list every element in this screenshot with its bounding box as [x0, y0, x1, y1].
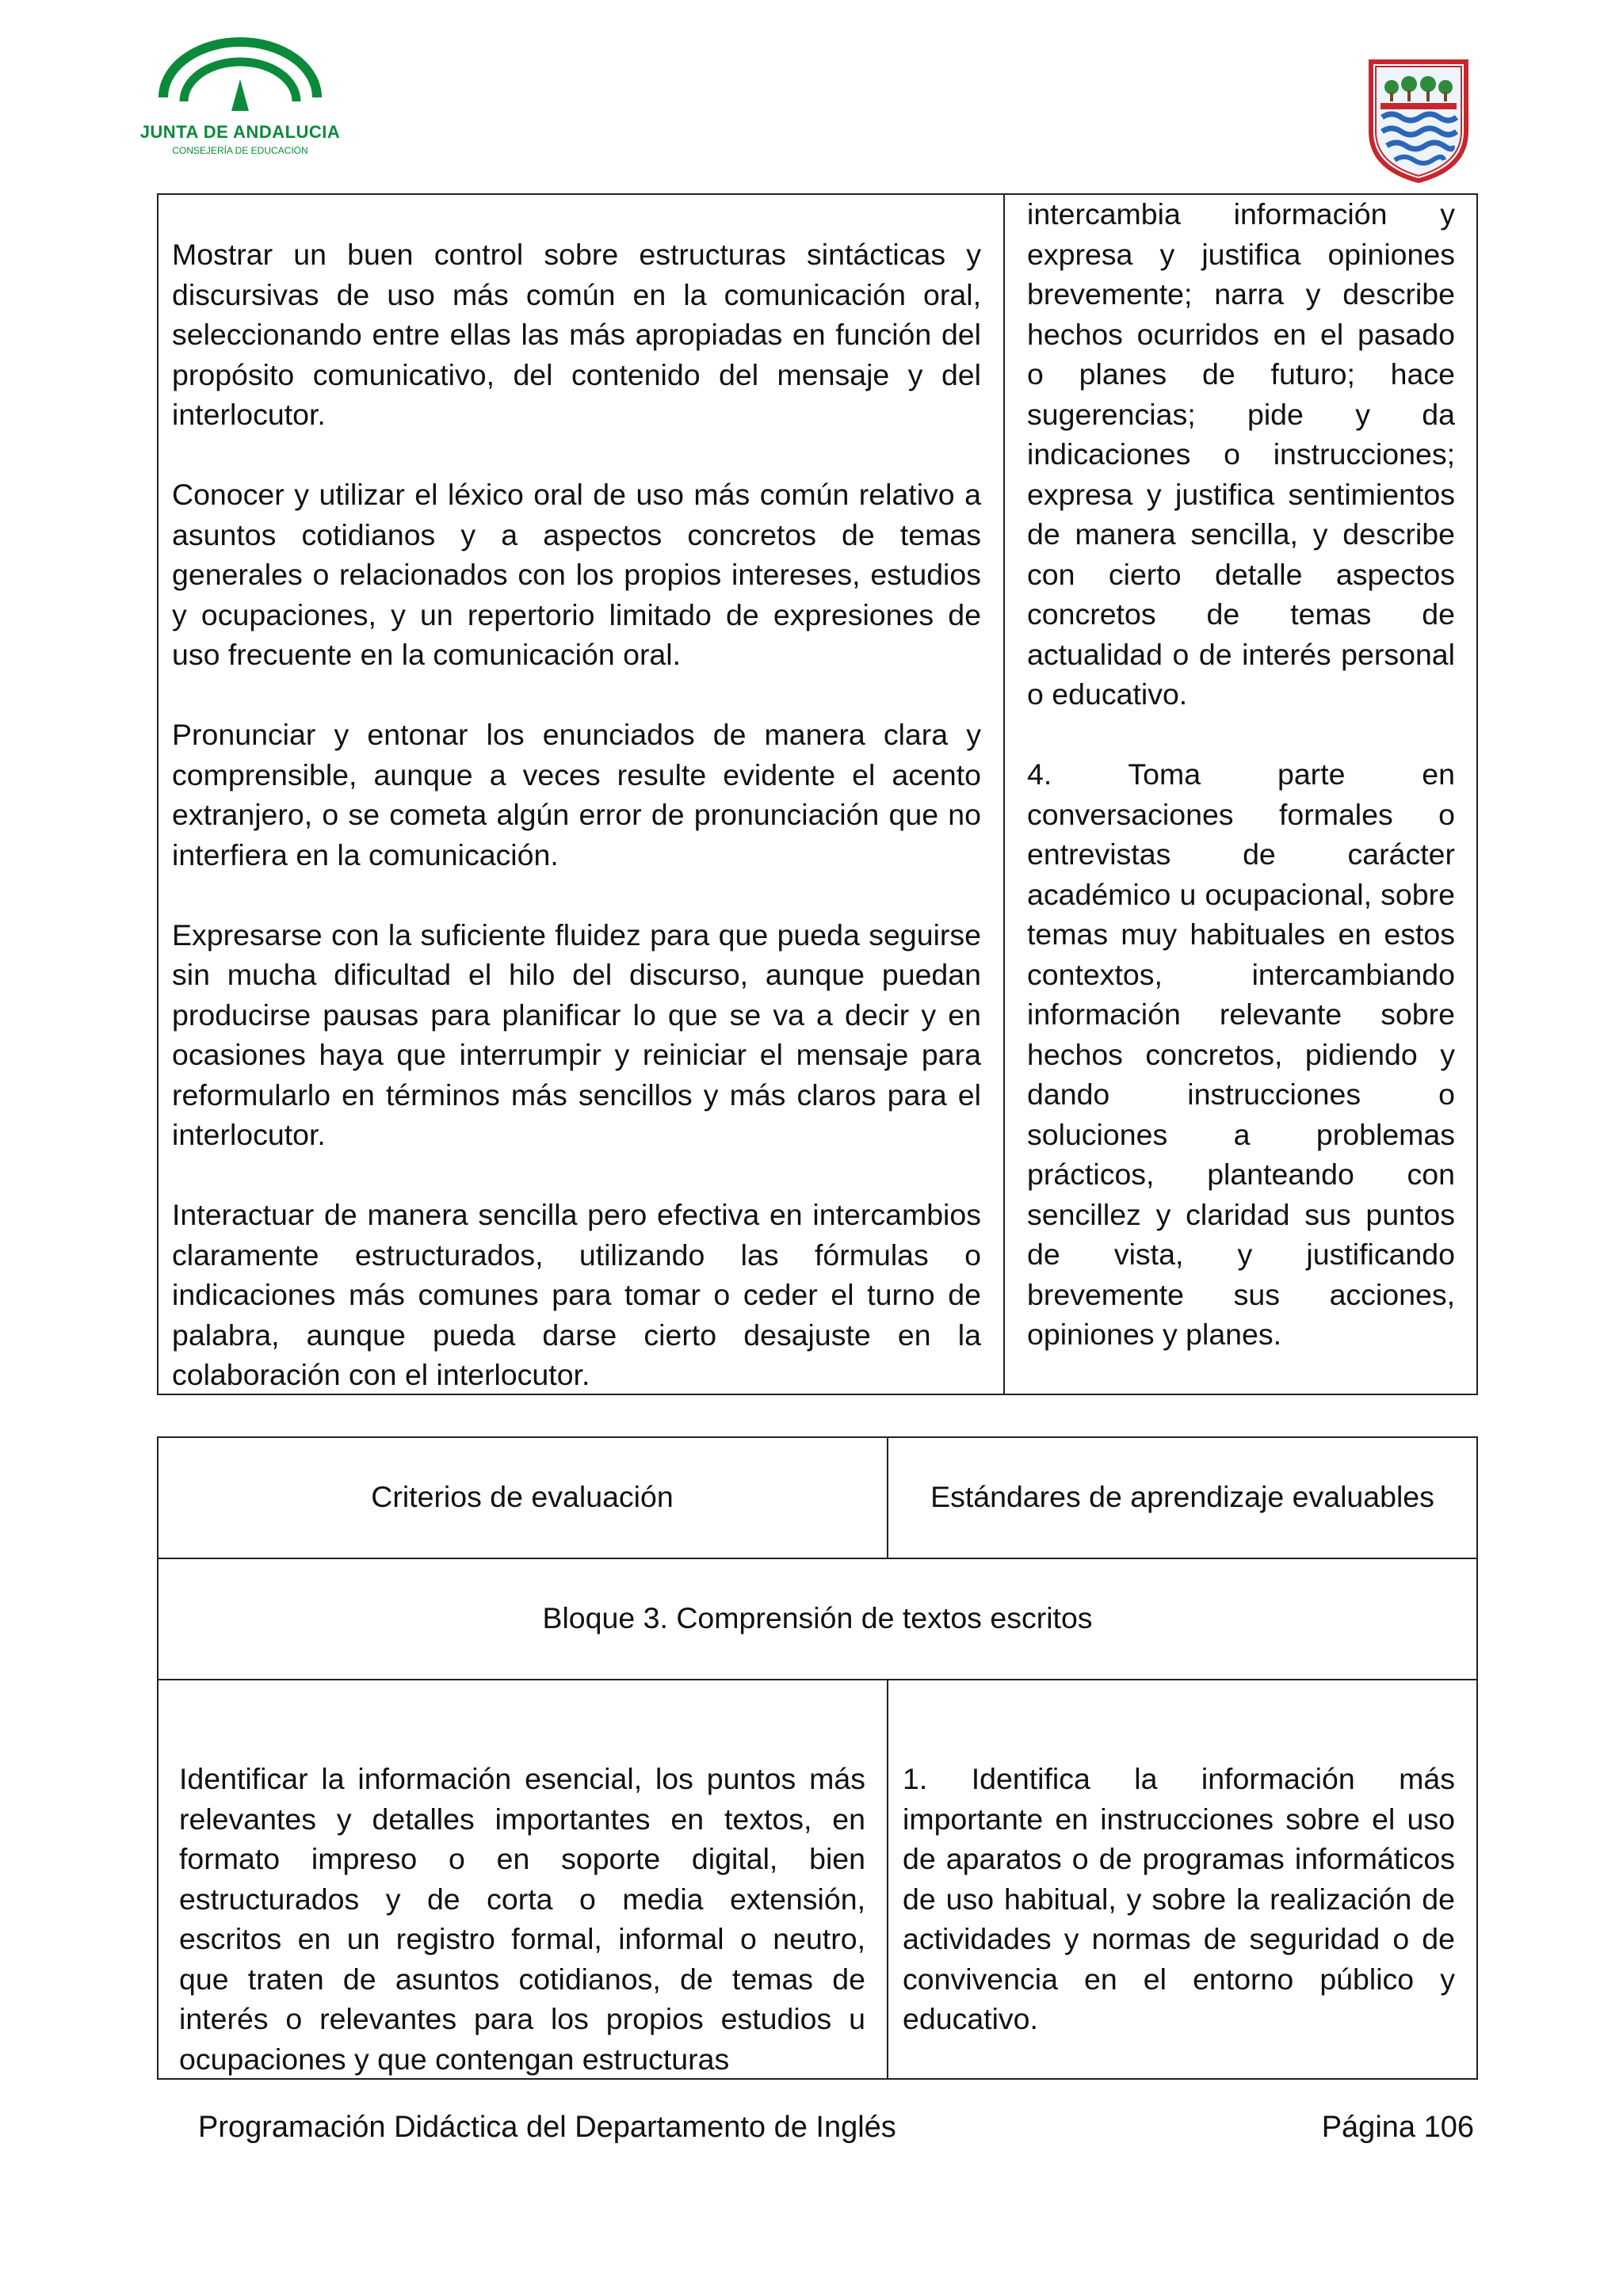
- criterion-paragraph: Mostrar un buen control sobre estructuras sintácticas y discursivas de uso más común en la comunicación oral, seleccionando entre ellas las más apropiadas en función del propósito comunicativo, del contenido del mensaje y del interlocutor.: [172, 238, 981, 431]
- column-header-criterios: Criterios de evaluación: [371, 1480, 674, 1513]
- table-1-right-cell: [1027, 194, 1455, 1355]
- table-2-block-bottom: [157, 1679, 1478, 1680]
- criterion-paragraph: Conocer y utilizar el léxico oral de uso más común relativo a asuntos cotidianos y a aspectos concretos de temas generales o relacionados con los propios intereses, estudios y ocupaciones, y un repertorio limitado de expresiones de uso frecuente en la comunicación oral.: [172, 478, 981, 671]
- criterion-paragraph: Interactuar de manera sencilla pero efectiva en intercambios claramente estructurados, utilizando las fórmulas o indicaciones más comunes para tomar o ceder el turno de palabra, aunque pueda darse cierto desajuste en la colaboración con el interlocutor.: [172, 1198, 981, 1391]
- table-2-body-divider: [887, 1679, 888, 2080]
- standard-paragraph: 4. Toma parte en conversaciones formales o entrevistas de carácter académico u ocupacional, sobre temas muy habituales en estos contextos, intercambiando información relevante sobre hechos concretos, pidiendo y dando instrucciones o soluciones a problemas prácticos, planteando con sencillez y claridad sus puntos de vista, y justificando brevemente sus acciones, opiniones y planes.: [1027, 757, 1455, 1351]
- table-2-left-cell: [179, 1759, 865, 2076]
- logo-subtitle-text: CONSEJERÍA DE EDUCACIÓN: [172, 145, 308, 156]
- table-1-column-divider: [1003, 193, 1005, 1395]
- criterion-paragraph: Pronunciar y entonar los enunciados de manera clara y comprensible, aunque a veces resulte evidente el acento extranjero, o se cometa algún error de pronunciación que no interfiera en la comunicación.: [172, 718, 981, 871]
- table-1-left-cell: [172, 235, 981, 1395]
- table-2-right-cell: [903, 1759, 1455, 2039]
- table-2-header-bottom: [157, 1558, 1478, 1559]
- junta-de-andalucia-logo: [139, 22, 341, 162]
- criterion-paragraph: Identificar la información esencial, los puntos más relevantes y detalles importantes en textos, en formato impreso o en soporte digital, bien estructurados y de corta o media extensión, escritos en un registro formal, informal o neutro, que traten de asuntos cotidianos, de temas de interés o relevantes para los propios estudios u ocupaciones y que contengan estructuras: [179, 1762, 865, 2076]
- column-header-estandares: Estándares de aprendizaje evaluables: [930, 1480, 1434, 1513]
- footer-page-number: Página 106: [1321, 2111, 1474, 2144]
- logo-title-text: JUNTA DE ANDALUCIA: [139, 122, 341, 142]
- footer-title: Programación Didáctica del Departamento de Inglés: [198, 2111, 896, 2144]
- criterion-paragraph: Expresarse con la suficiente fluidez para que pueda seguirse sin mucha dificultad el hilo del discurso, aunque puedan producirse pausas para planificar lo que se va a decir y en ocasiones haya que interrumpir y reiniciar el mensaje para reformularlo en términos más sencillos y más claros para el interlocutor.: [172, 917, 981, 1151]
- school-shield-logo: [1368, 59, 1469, 182]
- standard-paragraph: 1. Identifica la información más importante en instrucciones sobre el uso de aparatos o de programas informáticos de uso habitual, y sobre la realización de actividades y normas de seguridad o de convivencia en el entorno público y educativo.: [903, 1762, 1455, 2035]
- block-title: Bloque 3. Comprensión de textos escritos: [542, 1601, 1093, 1634]
- standard-paragraph: intercambia información y expresa y justifica opiniones brevemente; narra y describe hechos ocurridos en el pasado o planes de futuro; hace sugerencias; pide y da indicaciones o instrucciones; expresa y justifica sentimientos de manera sencilla, y describe con cierto detalle aspectos concretos de temas de actualidad o de interés personal o educativo.: [1027, 197, 1455, 711]
